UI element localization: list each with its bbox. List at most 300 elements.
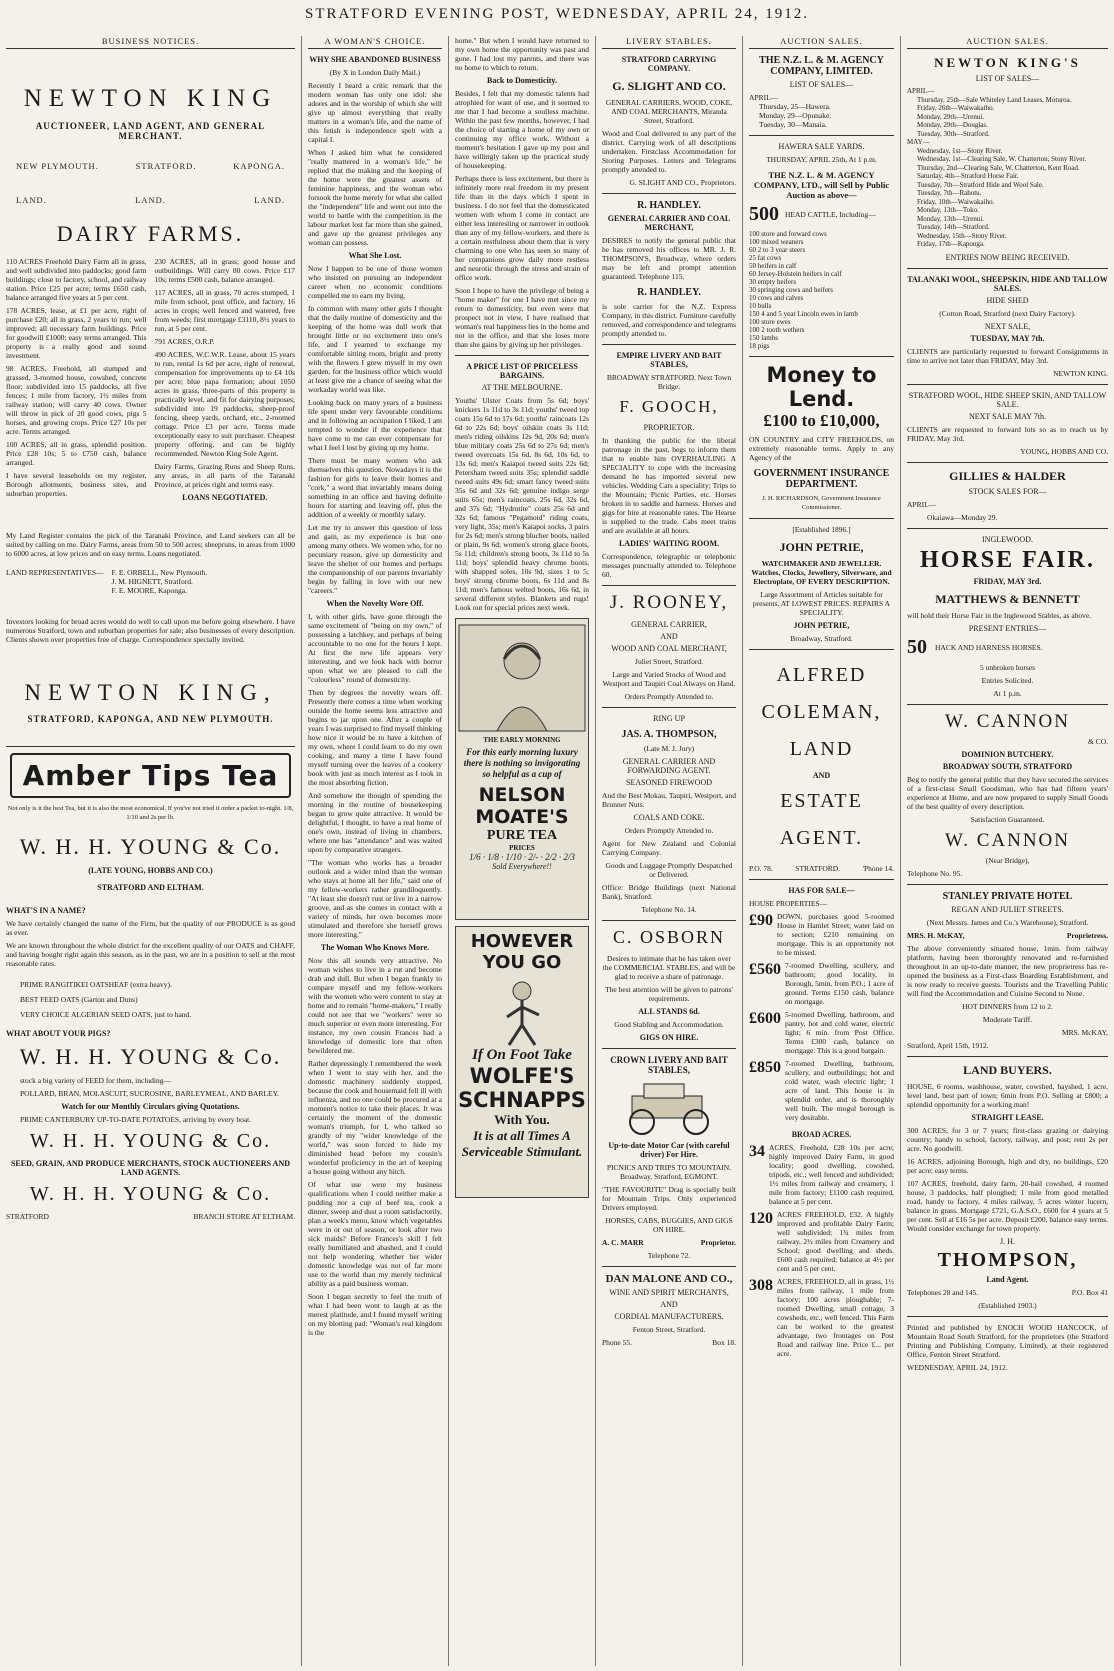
rooney-title: J. ROONEY,	[609, 592, 729, 613]
sale-item: Monday, 29th—Urenui.	[917, 112, 985, 121]
name-text: We have certainly changed the name of the Firm, but the quality of our PRODUCE is as good as ever.	[6, 919, 295, 937]
firm-description: AUCTIONEER, LAND AGENT, AND GENERAL MERCHANT.	[35, 121, 266, 141]
leaseholds-text: I have several leaseholds on my register, Borough allotments, business sites, and suburban properties.	[6, 471, 147, 498]
lease-item: 16 ACRES, adjoining Borough, high and dry, no buildings, £20 per acre; easy terms.	[907, 1156, 1108, 1175]
motor-car: Up-to-date Motor Car (with careful driver) For Hire.	[608, 1141, 730, 1159]
sale-item: Monday, 13th—Urenui.	[917, 214, 985, 223]
divider	[907, 462, 1108, 463]
cattle-item: 100 store ewes	[749, 318, 791, 326]
sale-item: Tuesday, 14th—Stratford.	[917, 223, 990, 231]
coleman-land: LAND	[789, 738, 854, 760]
divider	[907, 268, 1108, 269]
stanley-text: The above conveniently situated house, 1min. from railway platform, having been thoroughly renovated and re-furnished throughout in an up-to-date manner, the new proprietress has re-opened the business as a First-class Boarding Establishment, and is now ready to receive guests. Tourists and the Travelling Public will find the Accommodation and Cuisine Second to None.	[907, 943, 1108, 998]
po-phone: 'Phone 14.	[862, 864, 894, 873]
listing: 98 ACRES, Freehold, all stumped and grassed, 3-roomed house, cowshed, concrete floor; subdivided into 15 paddocks, all five fences; 1 mile from factory, 1½ miles from railway station; will carry 40 cows. Owner will throw in pick of 20 good cows, pigs 5 horses, and growing crops. Price £27 10s per acre. Terms arranged.	[6, 364, 147, 436]
loans-negotiated: LOANS NEGOTIATED.	[182, 493, 268, 502]
crown-stables: CROWN LIVERY AND BAIT STABLES,	[610, 1055, 728, 1075]
sale-item: Wednesday, 15th—Stony River.	[917, 231, 1007, 240]
malone-sub: WINE AND SPIRIT MERCHANTS,	[609, 1288, 729, 1297]
divider	[602, 193, 736, 194]
column-heading: BUSINESS NOTICES.	[6, 36, 295, 49]
cattle-item: 150 4 and 5 year Lincoln ewes in lamb	[749, 310, 858, 318]
price-list-title: A PRICE LIST OF PRICELESS BARGAINS.	[466, 362, 578, 380]
known-text: We are known throughout the whole district for the excellent quality of our OATS and CHAFF, and having bought right again this season, as in the past, we are in a position to sell at the most reasonable rates.	[6, 941, 295, 968]
hack-horses: HACK AND HARNESS HORSES.	[935, 642, 1043, 652]
cattle-item: 30 springing cows and heifers	[749, 286, 833, 294]
next-sale-2: NEXT SALE MAY 7th.	[968, 411, 1047, 421]
property-item	[749, 1010, 894, 1055]
paragraph: Then by degrees the novelty wears off. Presently there comes a time when working outside the home seems less attractive and begins to jar upon one. After a couple of years I was surprised to find myself thinking how nice it would be to have a kitchen of my own, where I could learn to do my own cooking, and many a time I have found myself turning over the leaves of a cookery book with just as much interest as I took in the most absorbing fiction.	[308, 688, 442, 787]
paragraph: Looking back on many years of a business life spent under very favourable conditions and in following an occupation I liked, I am tempted to wonder if the experience that have come to me can ever compensate for what I feel I lost by giving up my home.	[308, 398, 442, 452]
footer-left: STRATFORD	[6, 1212, 49, 1221]
paragraph: Besides, I felt that my domestic talents had atrophied for want of use, and it seemed to me that I had become a soulless machine. Within the past few months, however, I had the choice of starting a home of my own or continuing my office work. Without a moment's hesitation I gave up my post and have willingly taken up the practical study of housekeeping.	[455, 89, 589, 170]
cattle-list	[749, 230, 894, 350]
marr-prop: Proprietor.	[700, 1238, 736, 1247]
coleman-agent: AGENT.	[779, 827, 864, 849]
young-late: (LATE YOUNG, HOBBS AND CO.)	[88, 866, 213, 875]
established: [Established 1896.]	[792, 525, 851, 534]
cannon-text: Beg to notify the general public that they have secured the services of a first-class Small Goodsman, who has had fifteen years' experience at Home, and are now prepared to supply Small Goods of the best quality of every description.	[907, 774, 1108, 811]
sale-item: Friday, 10th—Waiwakaiho.	[917, 197, 995, 206]
young-title-3: W. H. H. YOUNG & Co.	[29, 1130, 272, 1152]
gooch-text: In thanking the public for the liberal patronage in the past, begs to inform them that to enable him OVERHAULING A SPECIALITY to cope with the increasing demand he has imported several new vehicles. Wedding Cars a speciality; Trips to the Mountain; Picnic Parties, etc. Horses broken in to saddle and harness. Horses and gigs for hire at reasonable rates. The Hearse is supplied to the trade. Cabs meet trains and are available at all hours.	[602, 436, 736, 535]
thompson-est: (Established 1903.)	[978, 1300, 1037, 1310]
gov-sign: J. H. RICHARDSON, Government Insurance Commissioner.	[762, 495, 881, 511]
divider	[907, 528, 1108, 529]
young-hobbs: YOUNG, HOBBS AND CO.	[1020, 446, 1108, 456]
cattle-item: 10 cows and calves	[749, 294, 804, 302]
reps-label: LAND REPRESENTATIVES—	[6, 568, 104, 577]
lands-row	[16, 195, 285, 205]
however-you-go: HOWEVER YOU GO	[470, 931, 574, 973]
imprint: Printed and published by ENOCH WOOD HANCOCK, of Mountain Road South Stratford, for the proprietors (the Stratford Printing and Publishing Company, Limited), at their registered Office, Fenton Street Stratford.	[907, 1322, 1108, 1359]
sale-item: Monday, 29—Opunake.	[759, 111, 832, 120]
slight-title: G. SLIGHT AND CO.	[612, 79, 726, 93]
favourite: "THE FAVOURITE" Drag is specially built for Mountain Trips. Only experienced Drivers employed.	[602, 1185, 736, 1212]
cattle-item: 60 Jersey-Holstein heifers in calf	[749, 270, 842, 278]
coleman-alfred: ALFRED	[776, 664, 867, 686]
mckay-row	[907, 931, 1108, 940]
at-1pm: At 1 p.m.	[993, 688, 1022, 698]
paragraph: Perhaps there is less excitement, but there is infinitely more real freedom in my present life than in the days which I spent in business. I do not feel that the domesticated women with whom I come in contact are either less interesting or narrower in outlook than any of my fellow-workers, and there is a certain restfulness about them that is very charming to one who has seen so many of her companions grow daily more restless and neurotic through the stress and strain of office work.	[455, 174, 589, 282]
coals: COALS AND COKE.	[633, 813, 705, 822]
osborn-text: Desires to intimate that he has taken over the COMMERCIAL STABLES, and will be glad to receive a share of patronage.	[602, 954, 736, 981]
sale-item: Monday, 13th—Toko.	[917, 206, 979, 214]
rooney-orders: Orders Promptly Attended to.	[624, 692, 714, 701]
april: APRIL—	[907, 499, 937, 509]
ring-up: RING UP	[653, 714, 685, 723]
land-label: LAND.	[16, 195, 47, 205]
early-morning: THE EARLY MORNING	[483, 736, 561, 744]
town: KAPONGA.	[233, 161, 285, 171]
town: STRATFORD.	[135, 161, 197, 171]
stimulant: It is at all Times A Serviceable Stimulant.	[461, 1128, 583, 1159]
paragraph: Soon I began secretly to feel the truth of what I had been wont to laugh at as the merest platitude, and I found myself writing on my blotting pad: "Woman's real kingdom is the	[308, 1292, 442, 1337]
cattle-item: 50 heifers in calf	[749, 262, 797, 270]
imprint-date: WEDNESDAY, APRIL 24, 1912.	[907, 1362, 1008, 1372]
property-price: £90	[749, 912, 773, 929]
paragraph: And somehow the thought of spending the morning in the routine of housekeeping began to grow quite attractive. It would be delightful, I thought, to have a real home of one's own, instead of living in chambers, where one has "attendance" and was waited upon by comparative strangers.	[308, 791, 442, 854]
telephone: Telephone No. 14.	[641, 905, 697, 914]
price-list-text: Youths' Ulster Coats from 5s 6d; boys' knickers 1s 11d to 3s 11d; youths' tweed top coats 15s 6d to 17s 6d; youths' raincoats 12s 6d to 22s 6d; boys' oilskin coats 3s 11d; men's riding oilskins 12s 9d, 20s 6d; men's blue military coats 25s 6d to 27s 6d; men's tweed overcoats 15s 6d, 8s 6d, 10s 6d, to 13s 6d; men's Kaiapoi tweed suits 22s 6d; Petersham tweed suits 35s; splendid saddle tweed suits 49s 6d; smart fancy tweed suits 35s 6d and 32s 6d; genuine indigo serge suits 65s; men's raincoats, 25s 6d, 32s 6d, and 37s 6d; "Hydrotite" coats 25s 6d and 32s 6d; famous "Pegamoid" riding coats, very light, 35s; men's Kaiapoi socks, 3 pairs for 2s 6d; men's strong blucher boots, nailed or plain, 9s 6d; women's strong glace boots, 5s 11d; children's strong boots, 3s 11d to 5s 11d; boys' splendid heavy chrome boots, with shapped soles, 10s 9d, sizes 1 to 5; boys' strong chrome boots, 6s 11d and 8s 11d; men's famous welted boots, 16s 6d, in several different styles. Blankets and rugs! Look out for special prices next week.	[455, 396, 589, 612]
young-title: W. H. H. YOUNG & Co.	[19, 834, 282, 859]
acre-item	[749, 1277, 894, 1358]
listing: 490 ACRES, W.C.W.R. Lease, about 15 years to run, rental 1s 6d per acre, right of renewal, compensation for improvements up to £4 10s per acre; blue papa formation; about 1050 acres in grass, three-parts of this property is practically level, and fit for dairying purposes; subdivided into 19 paddocks, sheep-proof fencing, sheep yards, orchard, etc., 2-roomed cottage. Price £3 per acre. Terms made exceptionally easy to suit purchaser. Cheapest property offering, and can be highly recommended. Newton King Sole Agent.	[154, 350, 295, 458]
petrie-sign: JOHN PETRIE,	[793, 621, 850, 630]
paragraph: I, with other girls, have gone through the same excitement of "being on my own," of possessing a latchkey, and perhaps of being accountable to no one for the hours I kept. At first the new life appears very interesting, and we look back with horror upon what we are pleased to call the "colourless" round of domesticity.	[308, 612, 442, 684]
land-representatives	[6, 568, 295, 595]
petrie-text: Large Assortment of Articles suitable for presents. AT LOWEST PRICES. REPAIRS A SPECIALITY.	[752, 590, 891, 617]
sale-item: MAY—	[907, 138, 930, 146]
hawera-date: THURSDAY, APRIL 25th, At 1 p.m.	[766, 155, 877, 164]
potatoes: PRIME CANTERBURY UP-TO-DATE POTATOES, arriving by every boat.	[20, 1115, 252, 1124]
thompson-initials: J. H.	[1000, 1236, 1015, 1246]
amber-tips-tea-banner: Amber Tips Tea	[10, 753, 291, 798]
clients-text: CLIENTS are particularly requested to forward Consignments in time to arrive not later than FRIDAY, May 3rd.	[907, 346, 1108, 365]
po: P.O. 78.	[749, 864, 773, 873]
osborn-text-2: The best attention will be given to patrons' requirements.	[605, 985, 733, 1003]
cattle-item: 25 fat cows	[749, 254, 782, 262]
rooney-sub-2: AND	[660, 632, 678, 641]
sale-item: Tuesday, 30th—Stratford.	[917, 129, 990, 138]
malone-title: DAN MALONE AND CO.,	[605, 1273, 733, 1285]
paragraph: Let me try to answer this question of loss and gain, as my experience is but one among many others. We women who, for no pecuniary reason, give up domesticity and leave the shelter of our homes and perhaps the companionship of our parents invariably begin by falling in love with our new "careers."	[308, 523, 442, 595]
po-town: STRATFORD.	[795, 864, 841, 873]
sale-item: Friday, 26th—Waiwakaiho.	[917, 104, 995, 112]
young-towns: STRATFORD AND ELTHAM.	[97, 883, 204, 892]
article-subhead: WHY SHE ABANDONED BUSINESS	[309, 55, 441, 64]
thompson-desc: GENERAL CARRIER AND FORWARDING AGENT.	[622, 757, 716, 775]
inglewood: INGLEWOOD.	[982, 534, 1033, 544]
next-date: TUESDAY, MAY 7th.	[970, 333, 1045, 343]
handley-text: DESIRES to notify the general public that he has removed his offices to MR. J. R. THOMPSON'S, Broadway, where orders may be left and prompt attention guaranteed. Telephone 115.	[602, 236, 736, 281]
acre-item	[749, 1210, 894, 1273]
hide-shed: HIDE SHED	[986, 295, 1029, 305]
thompson-po: P.O. Box 41	[1071, 1287, 1108, 1297]
on-foot: If On Foot Take	[472, 1047, 572, 1063]
nk-list: LIST OF SALES—	[975, 74, 1040, 83]
handley-text-2: is sole carrier for the N.Z. Express Company, in this district. Furniture carefully removed, and correspondence and telegrams promptly attended to.	[602, 302, 736, 338]
sold-everywhere: Sold Everywhere!!	[492, 862, 552, 871]
melbourne: AT THE MELBOURNE.	[481, 383, 563, 392]
amber-tips-subtext: Not only is it the best Tea, but it is also the most economical. If you've not tried it order a packet to-night. 1/8, 1/10 and 2s per lb.	[7, 805, 294, 821]
entries-solicited: Entries Solicited.	[981, 675, 1034, 685]
nk-sign: NEWTON KING.	[1053, 368, 1108, 378]
section-head: Back to Domesticity.	[487, 76, 557, 85]
monthly-circulars: Watch for our Monthly Circulars giving Quotations.	[61, 1102, 240, 1111]
cattle-item: 100 store and forward cows	[749, 230, 827, 238]
oats-item: PRIME RANGITIKEI OATSHEAF (extra heavy).	[20, 980, 172, 989]
cattle-item: 30 empty heifers	[749, 278, 797, 286]
column-auction-sales-1	[743, 36, 901, 1666]
listing: 117 ACRES, all in grass, 70 acres stumped, 1 mile from school, post office, and factory, 16 acres in crops; well fenced and watered, free from weeds; first mortgage £3110, 8½ years to run, at 5 per cent.	[154, 288, 295, 333]
woman-illustration	[457, 623, 587, 733]
land-label: LAND.	[254, 195, 285, 205]
divider	[749, 135, 894, 136]
acre-item	[749, 1143, 894, 1206]
lease-item: 107 ACRES, freehold, dairy farm, 20-bail cowshed, 4 roomed house, 3 paddocks, half ploughed; 1 mile from good metalled road, handy to factory, 4 miles railway, 5 acres winter lucern, balance in grass. Mortgage £721, G.A.S.O., £600 for 4 years at 5 per cent. Sell at £16 5s per acre. Deposit £200, balance easy terms. Would consider exchange for town property.	[907, 1178, 1108, 1233]
rooney-sub: GENERAL CARRIER,	[631, 620, 707, 629]
handley-title: R. HANDLEY.	[637, 200, 701, 211]
handley-sign: R. HANDLEY.	[637, 287, 701, 298]
carrying-company: STRATFORD CARRYING COMPANY.	[621, 55, 717, 73]
head-cattle-number: 500	[749, 203, 779, 225]
petrie-title: JOHN PETRIE,	[779, 540, 864, 554]
rep: F. E. MOORE, Kaponga.	[111, 586, 187, 595]
section-head: What She Lost.	[348, 251, 402, 260]
divider	[602, 1266, 736, 1267]
mckay-name: MRS. H. McKAY,	[907, 930, 965, 940]
nzl-title: THE N.Z. L. & M. AGENCY COMPANY, LIMITED.	[759, 55, 884, 77]
paragraph: Now I happen to be one of those women who insisted on pursuing an independent career when no economic conditions compelled me to earn my living.	[308, 264, 442, 300]
gigs-on-hire: GIGS ON HIRE.	[639, 1033, 699, 1042]
land-register-text: My Land Register contains the pick of the Taranaki Province, and Land seekers can all be suited by calling on me. Dairy Farms, areas from 50 to 500 acres; sheepruns, in areas from 1000 to 6000 acres, at low prices and on easy terms. Loans negotiated.	[6, 531, 295, 558]
sale-item: Thursday, 2nd—Clearing Sale, W. Chatterton, Kent Road.	[917, 163, 1080, 172]
paragraph: When I asked him what he considered "really mattered in a woman's life," he replied that the making and the keeping of the home were the greatest assets of feminine happiness, and the woman who forsook the home merely for what she called the "independent" life and went out into the world to battle with the competition in the labour market lost far more than she gained, and gave up the greatest privileges any woman can possess.	[308, 148, 442, 247]
firm-towns: STRATFORD, KAPONGA, AND NEW PLYMOUTH.	[27, 714, 274, 724]
towns-row	[16, 161, 285, 171]
oats-item: VERY CHOICE ALGERIAN SEED OATS, just to hand.	[20, 1010, 192, 1019]
paragraph: home." But when I would have returned to my own home the opportunity was past and gone. I had lost my parents, and there was no home to which to return.	[455, 36, 589, 72]
about-pigs: WHAT ABOUT YOUR PIGS?	[6, 1029, 111, 1038]
divider	[6, 746, 295, 747]
column-article-continued	[449, 36, 596, 1666]
divider	[602, 585, 736, 586]
walking-man-illustration	[477, 977, 567, 1047]
seed-merchants: SEED, GRAIN, AND PRODUCE MERCHANTS, STOCK AUCTIONEERS AND LAND AGENTS.	[10, 1159, 290, 1177]
cattle-item: 18 pigs	[749, 342, 770, 350]
ad-tagline: For this early morning luxury there is nothing so invigorating so helpful as a cup of	[463, 747, 581, 779]
prices-label: PRICES	[509, 844, 535, 852]
house-properties: HOUSE PROPERTIES—	[749, 899, 828, 908]
acre-number: 120	[749, 1210, 773, 1227]
column-heading: AUCTION SALES.	[907, 36, 1108, 49]
divider	[749, 879, 894, 880]
money-text: ON COUNTRY and CITY FREEHOLDS, on extremely reasonable terms. Apply to any Agency of the	[749, 435, 894, 462]
mckay-prop: Proprietress.	[1066, 930, 1108, 940]
malone-sub-3: CORDIAL MANUFACTURERS.	[614, 1312, 724, 1321]
coleman-name: COLEMAN,	[761, 701, 882, 723]
sale-item: Tuesday, 30—Manaia.	[759, 120, 827, 129]
acre-number: 34	[749, 1143, 765, 1160]
near-bridge: (Near Bridge),	[985, 855, 1030, 865]
listing: 110 ACRES Freehold Dairy Farm all in grass, and well subdivided into paddocks; good farm buildings; close to factory, school, and railway station. Price £25 per acre; terms £650 cash, balance arranged five years at 5 per cent.	[6, 257, 147, 302]
column-livery-stables	[596, 36, 743, 1666]
acre-text: ACRES, Freehold, £28 10s per acre; highly improved Dairy Farm, in good locality; good dwelling, cowshed, tripods, etc.; well fenced and subdivided; 1½ miles from railway and creamery, 1 mile from factory; £1100 cash required, balance at 5 per cent.	[769, 1143, 894, 1206]
cattle-item: 100 2 tooth wethers	[749, 326, 805, 334]
mckay-sign: MRS. McKAY,	[1061, 1027, 1108, 1037]
stanley-next: (Next Messrs. James and Co.'s Warehouse), Stratford.	[926, 917, 1089, 927]
horse-fair: HORSE FAIR.	[920, 546, 1095, 573]
thompson-title: JAS. A. THOMPSON,	[621, 729, 717, 740]
byline: (By X in London Daily Mail.)	[329, 68, 421, 77]
matthews-bennett: MATTHEWS & BENNETT	[935, 591, 1080, 606]
marr-tel: Telephone 72.	[647, 1251, 691, 1260]
mb-text: will hold their Horse Fair in the Inglewood Stables, as above.	[907, 610, 1092, 620]
lease-item: 300 ACRES, for 3 or 7 years; first-class grazing or dairying country; handy to school, factory, railway, and post; rent 2s per acre. No goodwill.	[907, 1125, 1108, 1153]
investors-text: Investors looking for broad acres would do well to call upon me before going elsewhere. I have numerous Stratford, town and suburban properties for sale; also businesses of every description. Clients shown over properties free of charge. Correspondence specially invited.	[6, 617, 295, 644]
rooney-addr: Juliet Street, Stratford.	[635, 657, 703, 666]
property-price: £560	[749, 961, 781, 978]
prices: 1/6 · 1/8 · 1/10 · 2/- · 2/2 · 2/3	[469, 852, 575, 862]
thompson-late: (Late M. J. Jury)	[643, 744, 695, 753]
dairy-farms-title: DAIRY FARMS.	[56, 221, 245, 246]
paragraph: Rather depressingly I remembered the week when I went to stay with her, and the domestic machinery suddenly stopped, because the cook and housemaid fell ill with influenza, and no one could be procured at a moment's notice to take their places. It was certainly the moment of the domestic woman's triumph, for I, who talked so grandly of my "wider knowledge of the world," was soon forced to hide my diminished head before my cousin's wonderful proficiency in the art of keeping a house going without any hitch.	[308, 1059, 442, 1176]
sale-item: APRIL—	[749, 93, 779, 102]
malone-box: Box 18.	[712, 1338, 736, 1347]
sale-item: Saturday, 4th—Stratford Horse Fair.	[917, 172, 1019, 180]
land-buyers: LAND BUYERS.	[963, 1062, 1052, 1077]
malone-addr: Fenton Street, Stratford.	[632, 1325, 706, 1334]
nk-sales-title: NEWTON KING'S	[934, 55, 1081, 70]
slight-text: Wood and Coal delivered to any part of the district. Carrying work of all descriptions undertaken. Firstclass Accommodation for Storing Purposes. Letters and Telegrams promptly attended to.	[602, 129, 736, 174]
mckay-date: Stratford, April 15th, 1912.	[907, 1040, 989, 1050]
dairy-listings	[6, 253, 295, 505]
picnics: PICNICS AND TRIPS TO MOUNTAIN. Broadway, Stratford, EGMONT.	[606, 1163, 732, 1181]
entries-received: ENTRIES NOW BEING RECEIVED.	[945, 252, 1070, 262]
gov-insurance: GOVERNMENT INSURANCE DEPARTMENT.	[753, 468, 890, 490]
has-for-sale: HAS FOR SALE—	[788, 886, 855, 895]
straight-lease: STRAIGHT LEASE.	[971, 1112, 1044, 1122]
column-heading: A WOMAN'S CHOICE.	[308, 36, 442, 49]
property-item	[749, 1059, 894, 1122]
satisfaction: Satisfaction Guaranteed.	[970, 814, 1045, 824]
property-text: 5-roomed Dwelling, bathroom, and pantry, hot and cold water, electric light; 6 min. from Post Office. Terms £300 cash, balance on mortgage. This is a good bargain.	[785, 1010, 894, 1055]
listing: 178 ACRES, lease, at £1 per acre, right of purchase £20; all in grass, 2 years to run; well improved; all necessary farm buildings. Price for goodwill £1000; easy terms arranged. This property is a really good and sound investment.	[6, 306, 147, 360]
nk-sales	[907, 87, 1108, 249]
firewood: SEASONED FIREWOOD	[626, 778, 712, 787]
rep: F. E. ORBELL, New Plymouth.	[111, 568, 208, 577]
thompson-contact	[907, 1288, 1108, 1297]
nelson-moates-tea-ad	[455, 618, 589, 920]
section-head: When the Novelty Wore Off.	[326, 599, 424, 608]
listing: 230 ACRES, all in grass; good house and outbuildings. Will carry 80 cows. Price £17 10s; terms £500 cash, balance arranged.	[154, 257, 295, 284]
rep: J. M. HIGNETT, Stratford.	[111, 577, 193, 586]
cannon-tel: Telephone No. 95.	[907, 868, 963, 878]
head-cattle-row	[749, 203, 894, 226]
cattle-item: 150 lambs	[749, 334, 778, 342]
hide-addr: (Cotton Road, Stratford (next Dairy Factory).	[939, 308, 1076, 318]
sale-item: Monday, 29th—Douglas.	[917, 121, 988, 129]
cattle-item: 60 2 to 3 year steers	[749, 246, 806, 254]
divider	[907, 1316, 1108, 1317]
malone-row	[602, 1338, 736, 1347]
cattle-item: 100 mixed weaners	[749, 238, 804, 246]
young-title-2: W. H. H. YOUNG & Co.	[19, 1044, 282, 1069]
town: NEW PLYMOUTH.	[16, 161, 99, 171]
divider	[602, 1048, 736, 1049]
unbroken: 5 unbroken horses	[980, 662, 1035, 672]
stanley-addr: REGAN AND JULIET STREETS.	[951, 904, 1064, 914]
paragraph: "The woman who works has a broader outlook and a wider mind than the woman who stays at home all her life," said one of my fellow-workers rather grandiloquently. "At least she doesn't rust or live in a narrow groove, and as she comes in contact with a variety of minds, her own becomes more stimulated and therefore she herself grows more interesting."	[308, 858, 442, 939]
feeds: POLLARD, BRAN, MOLASCUIT, SUCROSINE, BARLEYMEAL, AND BARLEY.	[20, 1089, 279, 1098]
fair-date: FRIDAY, MAY 3rd.	[973, 576, 1042, 586]
ladies-waiting-room: LADIES' WAITING ROOM.	[618, 539, 720, 548]
property-text: 7-roomed Dwelling, scullery, and bathroom; good locality, in Borough, 5min. from P.O.; 1 acre of ground. Terms £150 cash, balance on mortgage.	[785, 961, 894, 1006]
divider	[907, 1056, 1108, 1057]
money-amount: £100 to £10,000,	[763, 411, 880, 430]
divider	[907, 884, 1108, 885]
land-label: LAND.	[135, 195, 166, 205]
paragraph: Soon I hope to have the privilege of being a "home maker" for one I have met since my return to domesticity, but even were that prospect not in view, I have realised that woman's real happiness lies in the home and not in the office, and that she loses more than she gains by giving up her privileges.	[455, 286, 589, 349]
property-price: £600	[749, 1010, 781, 1027]
stratford-wool: STRATFORD WOOL, HIDE SHEEP SKIN, AND TALLOW SALE.	[908, 390, 1107, 409]
column-heading: LIVERY STABLES.	[602, 36, 736, 49]
divider	[907, 704, 1108, 705]
rooney-text: Large and Varied Stocks of Wood and Westport and Taupiri Coal Always on Hand.	[602, 670, 736, 688]
column-heading: AUCTION SALES.	[749, 36, 894, 49]
agent: Agent for New Zealand and Colonial Carrying Company.	[602, 839, 736, 857]
divider	[602, 920, 736, 921]
sale-item: Thursday, 25th—Sale Whiteley Land Leases, Moturoa.	[917, 95, 1072, 104]
newton-king-title: NEWTON KING	[23, 85, 278, 112]
coleman-estate: ESTATE	[780, 790, 863, 812]
sale-item: APRIL—	[907, 87, 935, 95]
sale-item: Wednesday, 1st—Clearing Sale, W. Chatterton, Stony River.	[917, 155, 1087, 163]
sale-item: Thursday, 25—Hawera.	[759, 102, 831, 111]
divider	[907, 384, 1108, 385]
nzl2-title: THE N.Z. L. & M. AGENCY COMPANY, LTD., will Sell by Public Auction as above—	[753, 170, 890, 200]
handley-sub: GENERAL CARRIER AND COAL MERCHANT,	[607, 214, 731, 232]
office: Office: Bridge Buildings (next National Bank), Stratford.	[602, 883, 736, 901]
empire-stables: EMPIRE LIVERY AND BAIT STABLES,	[616, 351, 722, 369]
cannon-title: W. CANNON	[945, 710, 1070, 732]
with-you: With You.	[494, 1112, 550, 1127]
petrie-addr: Broadway, Stratford.	[790, 634, 853, 643]
pure-tea: PURE TEA	[486, 828, 558, 843]
hot-dinners: HOT DINNERS from 12 to 2.	[962, 1001, 1053, 1011]
broad-acres: BROAD ACRES.	[791, 1130, 852, 1139]
orders: Orders Promptly Attended to.	[624, 826, 714, 835]
marr-name: A. C. MARR	[602, 1238, 644, 1247]
broadway: BROADWAY STRATFORD. Next Town Bridge.	[606, 373, 732, 391]
sale-item: Friday, 17th—Kaponga.	[917, 240, 985, 248]
wolfes-schnapps: WOLFE'S SCHNAPPS	[458, 1064, 586, 1112]
osborn-title: C. OSBORN	[612, 927, 726, 947]
clients-text-2: CLIENTS are requested to forward lots so as to reach us by FRIDAY, May 3rd.	[907, 424, 1108, 443]
listing: 100 ACRES, all in grass, splendid position. Price £28 10s; 5 to £750 cash, balance arranged.	[6, 440, 147, 467]
property-item	[749, 961, 894, 1006]
next-sale: NEXT SALE,	[984, 321, 1031, 331]
acre-text: ACRES FREEHOLD, £32. A highly improved and profitable Dairy Farm; well subdivided; 1¾ miles from railway, 2½ miles from Creamery and School; good dwelling and sheds. £600 cash required; balance at 4½ per cent and 5 per cent.	[777, 1210, 894, 1273]
column-auction-sales-2	[901, 36, 1114, 1666]
masthead: STRATFORD EVENING POST, WEDNESDAY, APRIL 24, 1912.	[305, 6, 809, 22]
property-text: DOWN, purchases good 5-roomed House in Hamlet Street; water laid on to section; £210 remaining on mortgage. This is an opportunity not to be missed.	[777, 912, 894, 957]
property-text: 7-roomed Dwelling, bathroom, scullery, and outbuildings; hot and cold water, wash electric light; 1 acre of land. This house is in splendid order, and is thoroughly well built. The mogul borough is very desirable.	[785, 1059, 894, 1122]
horses: HORSES, CABS, BUGGIES, AND GIGS ON HIRE.	[605, 1216, 733, 1234]
sale-item: Tuesday, 7th—Stratford Hide and Wool Sale.	[917, 180, 1044, 189]
gooch-title: F. GOOCH,	[619, 397, 719, 416]
footer-right: BRANCH STORE AT ELTHAM.	[193, 1212, 295, 1221]
paragraph: Of what use were my business qualifications when I could neither make a pudding nor a cup of beef tea, cook a dinner, sweep and dust a room satisfactorily, plan a week's menu, know which vegetables were in or out of season, or look after two sick maids? Before Frances's skill I felt really humiliated and abashed, and I could not help wondering whether her wider domestic knowledge was not of far more use to the world than my merely technical ability as a paid business woman.	[308, 1180, 442, 1288]
malone-phone: Phone 55.	[602, 1338, 632, 1347]
all-stands: ALL STANDS 6d.	[638, 1007, 700, 1016]
divider	[602, 344, 736, 345]
young-title-4: W. H. H. YOUNG & Co.	[29, 1183, 272, 1205]
newton-king-title-2: NEWTON KING,	[24, 680, 277, 705]
wolfes-schnapps-ad	[455, 926, 589, 1198]
coleman-po-row	[749, 864, 894, 873]
thompson-title: THOMPSON,	[937, 1248, 1078, 1271]
divider	[749, 518, 894, 519]
column-womans-choice	[302, 36, 449, 1666]
sale-item: Tuesday, 7th—Rahotu.	[917, 189, 982, 197]
hack-row	[907, 636, 1108, 659]
cannon-co: & CO.	[1087, 736, 1108, 746]
footer-row	[6, 1212, 295, 1221]
divider	[602, 707, 736, 708]
listing: 791 ACRES, O.R.P.	[154, 337, 215, 346]
